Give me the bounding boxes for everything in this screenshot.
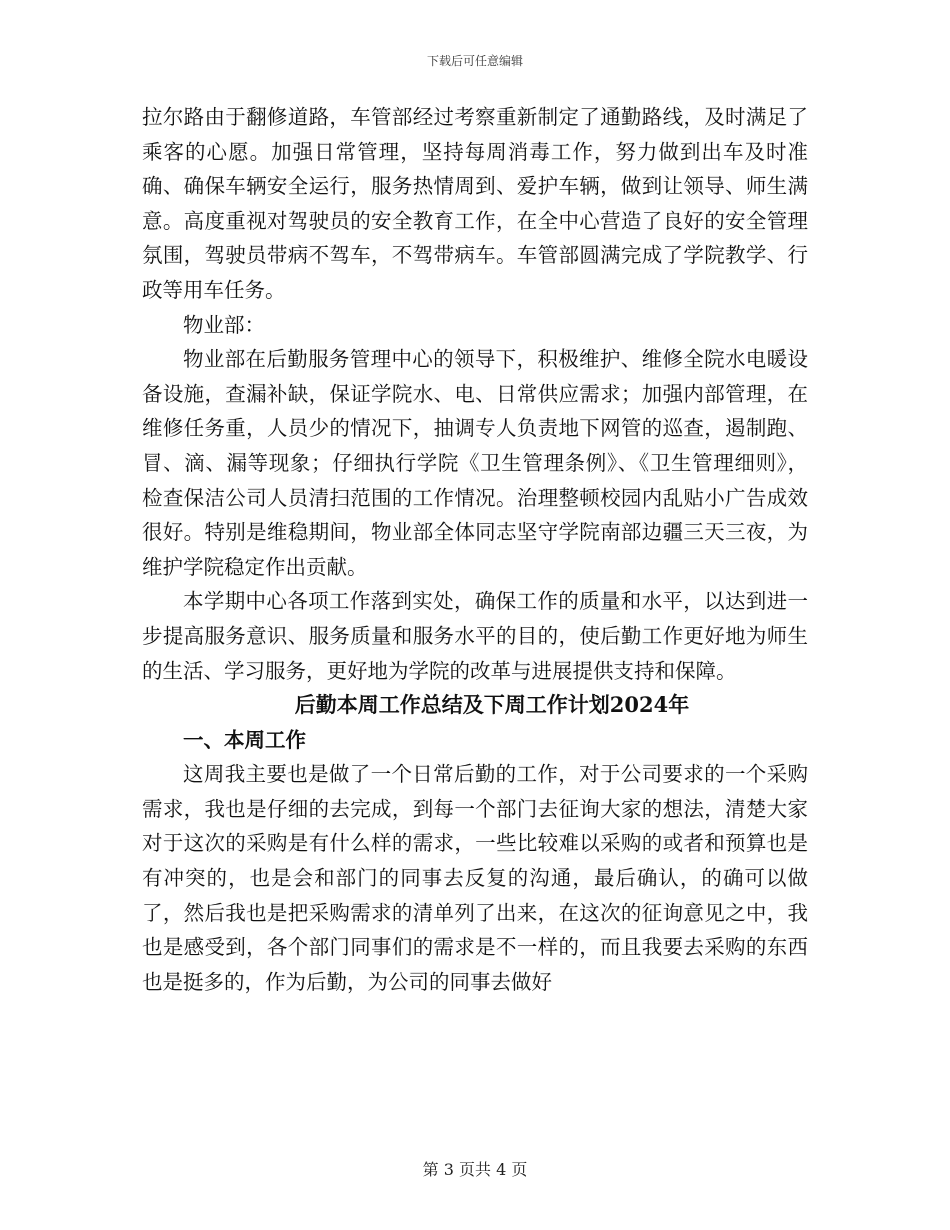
- paragraph-property-dept: 物业部在后勤服务管理中心的领导下，积极维护、维修全院水电暖设备设施，查漏补缺，保证学院水、电、日常供应需求；加强内部管理，在维修任务重，人员少的情况下，抽调专人负责地下网管的巡查，遏制跑、冒、滴、漏等现象；仔细执行学院《卫生管理条例》、《卫生管理细则》，检查保洁公司人员清扫范围的工作情况。治理整顿校园内乱贴小广告成效很好。特别是维稳期间，物业部全体同志坚守学院南部边疆三天三夜，为维护学院稳定作出贡献。: [142, 347, 808, 579]
- paragraph-property-dept-label: 物业部：: [183, 312, 265, 337]
- page-header: 下载后可任意编辑: [426, 54, 523, 68]
- heading-this-week: 一、本周工作: [183, 727, 306, 752]
- document-body: [142, 100, 808, 999]
- paragraph-semester-summary: 本学期中心各项工作落到实处，确保工作的质量和水平，以达到进一步提高服务意识、服务质量和服务水平的目的，使后勤工作更好地为师生的生活、学习服务，更好地为学院的改革与进展提供支持和保障。: [142, 589, 808, 683]
- section-title: 后勤本周工作总结及下周工作计划2024年: [294, 692, 690, 718]
- page-footer: 第 3 页共 4 页: [422, 1160, 528, 1179]
- paragraph-vehicle-dept: 拉尔路由于翻修道路，车管部经过考察重新制定了通勤路线，及时满足了乘客的心愿。加强日常管理，坚持每周消毒工作，努力做到出车及时准确、确保车辆安全运行，服务热情周到、爱护车辆，做到让领导、师生满意。高度重视对驾驶员的安全教育工作，在全中心营造了良好的安全管理氛围，驾驶员带病不驾车，不驾带病车。车管部圆满完成了学院教学、行政等用车任务。: [142, 105, 808, 302]
- paragraph-this-week: 这周我主要也是做了一个日常后勤的工作，对于公司要求的一个采购需求，我也是仔细的去完成，到每一个部门去征询大家的想法，清楚大家对于这次的采购是有什么样的需求，一些比较难以采购的或者和预算也是有冲突的，也是会和部门的同事去反复的沟通，最后确认，的确可以做了，然后我也是把采购需求的清单列了出来，在这次的征询意见之中，我也是感受到，各个部门同事们的需求是不一样的，而且我要去采购的东西也是挺多的，作为后勤，为公司的同事去做好: [142, 762, 808, 994]
